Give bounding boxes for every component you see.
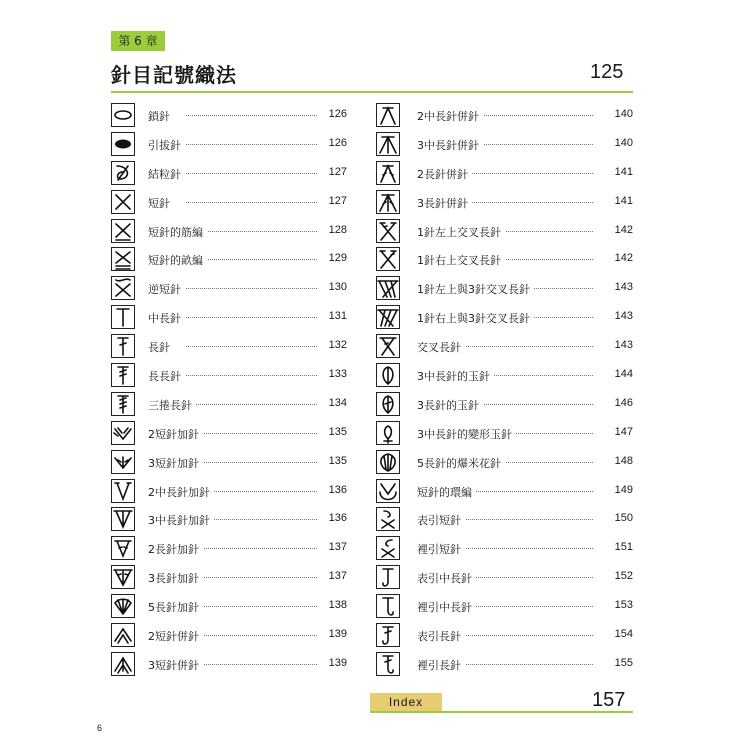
- stitch-name: 1針右上交叉長針: [417, 252, 505, 268]
- page-title: 針目記號織法: [111, 63, 237, 87]
- toc-entry[interactable]: [376, 159, 633, 188]
- hdc-3-bobble-icon: [376, 363, 400, 387]
- dot-leader: [186, 115, 317, 116]
- toc-entry[interactable]: [376, 130, 633, 159]
- entry-page-number: 131: [325, 310, 347, 322]
- left-column: [111, 101, 347, 679]
- stitch-name: 表引短針: [417, 512, 465, 528]
- dc-3-decrease-icon: [376, 190, 400, 214]
- toc-entry[interactable]: [111, 217, 347, 246]
- stitch-name: 2短針加針: [148, 426, 203, 442]
- entry-page-number: 155: [611, 657, 633, 669]
- hdc-2-decrease-icon: [376, 103, 400, 127]
- toc-entry[interactable]: [376, 650, 633, 679]
- toc-entry[interactable]: [376, 188, 633, 217]
- entry-page-number: 141: [611, 195, 633, 207]
- dot-leader: [186, 548, 317, 549]
- entry-page-number: 154: [611, 628, 633, 640]
- entry-page-number: 148: [611, 455, 633, 467]
- stitch-name: 表引中長針: [417, 570, 476, 586]
- index-tag: Index: [370, 693, 442, 712]
- stitch-name: 3長針的玉針: [417, 397, 483, 413]
- front-post-hdc-icon: [376, 565, 400, 589]
- stitch-name: 3中長針併針: [417, 137, 483, 153]
- toc-entry[interactable]: [111, 563, 347, 592]
- toc-entry[interactable]: [376, 390, 633, 419]
- entry-page-number: 153: [611, 599, 633, 611]
- single-crochet-ridge-icon: [111, 247, 135, 271]
- entry-page-number: 149: [611, 484, 633, 496]
- index-rule: [370, 711, 633, 713]
- cross-1-3-left-icon: [376, 276, 400, 300]
- toc-entry[interactable]: [111, 130, 347, 159]
- dot-leader: [186, 173, 317, 174]
- toc-entry[interactable]: [376, 303, 633, 332]
- stitch-name: 短針的環編: [417, 484, 476, 500]
- entry-page-number: 137: [325, 541, 347, 553]
- half-double-crochet-icon: [111, 305, 135, 329]
- entry-page-number: 142: [611, 224, 633, 236]
- dot-leader: [451, 519, 593, 520]
- front-post-dc-icon: [376, 623, 400, 647]
- dot-leader: [186, 606, 317, 607]
- triple-treble-icon: [111, 392, 135, 416]
- stitch-name: 1針左上與3針交叉長針: [417, 281, 534, 297]
- slip-stitch-icon: [111, 132, 135, 156]
- entry-page-number: 127: [325, 195, 347, 207]
- toc-entry[interactable]: [111, 274, 347, 303]
- entry-page-number: 127: [325, 166, 347, 178]
- bead-stitch-icon: [111, 161, 135, 185]
- stitch-name: 裡引中長針: [417, 599, 476, 615]
- cross-1-3-right-icon: [376, 305, 400, 329]
- single-crochet-back-loop-icon: [111, 219, 135, 243]
- stitch-name: 2長針加針: [148, 541, 203, 557]
- stitch-name: 短針: [148, 195, 174, 211]
- toc-entry[interactable]: [111, 448, 347, 477]
- dc-5-popcorn-icon: [376, 450, 400, 474]
- section-page-number: 125: [590, 61, 624, 83]
- toc-entry[interactable]: [111, 650, 347, 679]
- stitch-name: 5長針的爆米花針: [417, 455, 505, 471]
- entry-page-number: 130: [325, 281, 347, 293]
- stitch-name: 1針右上與3針交叉長針: [417, 310, 534, 326]
- toc-entry[interactable]: [111, 534, 347, 563]
- dc-3-increase-icon: [111, 565, 135, 589]
- toc-entry[interactable]: [111, 390, 347, 419]
- entry-page-number: 143: [611, 310, 633, 322]
- stitch-name: 引拔針: [148, 137, 185, 153]
- entry-page-number: 135: [325, 455, 347, 467]
- stitch-name: 短針的畝編: [148, 252, 207, 268]
- entry-page-number: 138: [325, 599, 347, 611]
- entry-page-number: 144: [611, 368, 633, 380]
- toc-entry[interactable]: [111, 188, 347, 217]
- stitch-name: 表引長針: [417, 628, 465, 644]
- stitch-name: 3短針加針: [148, 455, 203, 471]
- entry-page-number: 151: [611, 541, 633, 553]
- entry-page-number: 135: [325, 426, 347, 438]
- stitch-name: 長長針: [148, 368, 185, 384]
- entry-page-number: 150: [611, 512, 633, 524]
- dot-leader: [186, 202, 317, 203]
- sc-2-increase-icon: [111, 421, 135, 445]
- toc-entry[interactable]: [376, 621, 633, 650]
- dot-leader: [186, 664, 317, 665]
- stitch-name: 5長針加針: [148, 599, 203, 615]
- sc-ring-icon: [376, 479, 400, 503]
- toc-entry[interactable]: [111, 159, 347, 188]
- stitch-name: 2短針併針: [148, 628, 203, 644]
- stitch-name: 逆短針: [148, 281, 185, 297]
- stitch-name: 3長針併針: [417, 195, 472, 211]
- dot-leader: [451, 346, 593, 347]
- dc-2-increase-icon: [111, 536, 135, 560]
- entry-page-number: 140: [611, 108, 633, 120]
- toc-entry[interactable]: [376, 332, 633, 361]
- toc-entry[interactable]: [111, 332, 347, 361]
- folio: 6: [97, 723, 103, 733]
- dot-leader: [186, 577, 317, 578]
- entry-page-number: 142: [611, 252, 633, 264]
- entry-page-number: 128: [325, 224, 347, 236]
- hdc-3-puff-icon: [376, 421, 400, 445]
- toc-entry[interactable]: [111, 592, 347, 621]
- entry-page-number: 133: [325, 368, 347, 380]
- toc-entry[interactable]: [376, 274, 633, 303]
- stitch-name: 交叉長針: [417, 339, 465, 355]
- toc-entry[interactable]: [376, 477, 633, 506]
- cross-dc-icon: [376, 334, 400, 358]
- right-column: [376, 101, 633, 679]
- stitch-name: 中長針: [148, 310, 185, 326]
- entry-page-number: 143: [611, 281, 633, 293]
- toc-entry[interactable]: [111, 419, 347, 448]
- dot-leader: [451, 173, 593, 174]
- toc-entry[interactable]: [376, 101, 633, 130]
- title-rule: [111, 91, 633, 93]
- hdc-3-increase-icon: [111, 507, 135, 531]
- dot-leader: [451, 202, 593, 203]
- entry-page-number: 136: [325, 512, 347, 524]
- toc-entry[interactable]: [376, 534, 633, 563]
- index-page-number: 157: [592, 689, 626, 711]
- stitch-name: 2中長針加針: [148, 484, 214, 500]
- dc-3-bobble-icon: [376, 392, 400, 416]
- dot-leader: [186, 404, 317, 405]
- stitch-name: 裡引短針: [417, 541, 465, 557]
- hdc-3-decrease-icon: [376, 132, 400, 156]
- toc-entry[interactable]: [111, 245, 347, 274]
- stitch-name: 長針: [148, 339, 174, 355]
- hdc-2-increase-icon: [111, 479, 135, 503]
- entry-page-number: 134: [325, 397, 347, 409]
- stitch-name: 3短針併針: [148, 657, 203, 673]
- toc-entry[interactable]: [111, 101, 347, 130]
- entry-page-number: 143: [611, 339, 633, 351]
- entry-page-number: 146: [611, 397, 633, 409]
- entry-page-number: 140: [611, 137, 633, 149]
- dot-leader: [186, 375, 317, 376]
- stitch-name: 3中長針的變形玉針: [417, 426, 516, 442]
- stitch-name: 3長針加針: [148, 570, 203, 586]
- cross-right-icon: [376, 247, 400, 271]
- front-post-sc-icon: [376, 507, 400, 531]
- stitch-name: 三捲長針: [148, 397, 196, 413]
- dc-2-decrease-icon: [376, 161, 400, 185]
- entry-page-number: 147: [611, 426, 633, 438]
- entry-page-number: 132: [325, 339, 347, 351]
- reverse-single-crochet-icon: [111, 276, 135, 300]
- entry-page-number: 126: [325, 108, 347, 120]
- entry-page-number: 139: [325, 657, 347, 669]
- stitch-name: 2中長針併針: [417, 108, 483, 124]
- toc-entry[interactable]: [376, 505, 633, 534]
- dot-leader: [186, 635, 317, 636]
- dot-leader: [451, 548, 593, 549]
- toc-entry[interactable]: [376, 419, 633, 448]
- stitch-name: 鎖針: [148, 108, 174, 124]
- stitch-name: 3中長針的玉針: [417, 368, 494, 384]
- stitch-name: 結粒針: [148, 166, 185, 182]
- entry-page-number: 137: [325, 570, 347, 582]
- sc-3-decrease-icon: [111, 652, 135, 676]
- dot-leader: [186, 433, 317, 434]
- chain-stitch-icon: [111, 103, 135, 127]
- single-crochet-icon: [111, 190, 135, 214]
- entry-page-number: 136: [325, 484, 347, 496]
- dot-leader: [186, 317, 317, 318]
- dot-leader: [186, 144, 317, 145]
- toc-entry[interactable]: [376, 592, 633, 621]
- dot-leader: [186, 462, 317, 463]
- sc-3-increase-icon: [111, 450, 135, 474]
- toc-entry[interactable]: [376, 361, 633, 390]
- dot-leader: [451, 635, 593, 636]
- dot-leader: [451, 664, 593, 665]
- stitch-name: 1針左上交叉長針: [417, 224, 505, 240]
- toc-entry[interactable]: [111, 361, 347, 390]
- back-post-dc-icon: [376, 652, 400, 676]
- toc-entry[interactable]: [376, 217, 633, 246]
- stitch-name: 2長針併針: [417, 166, 472, 182]
- toc-entry[interactable]: [111, 303, 347, 332]
- entry-page-number: 141: [611, 166, 633, 178]
- entry-page-number: 139: [325, 628, 347, 640]
- double-crochet-icon: [111, 334, 135, 358]
- chapter-tag: 第 6 章: [111, 31, 165, 51]
- dc-5-increase-icon: [111, 594, 135, 618]
- cross-left-icon: [376, 219, 400, 243]
- toc-entry[interactable]: [111, 621, 347, 650]
- stitch-name: 裡引長針: [417, 657, 465, 673]
- dot-leader: [186, 288, 317, 289]
- back-post-sc-icon: [376, 536, 400, 560]
- toc-entry[interactable]: [376, 563, 633, 592]
- sc-2-decrease-icon: [111, 623, 135, 647]
- toc-entry[interactable]: [376, 448, 633, 477]
- dot-leader: [186, 346, 317, 347]
- entry-page-number: 152: [611, 570, 633, 582]
- toc-entry[interactable]: [376, 245, 633, 274]
- entry-page-number: 129: [325, 252, 347, 264]
- toc-entry[interactable]: [111, 505, 347, 534]
- stitch-name: 短針的筋編: [148, 224, 207, 240]
- entry-page-number: 126: [325, 137, 347, 149]
- treble-crochet-icon: [111, 363, 135, 387]
- back-post-hdc-icon: [376, 594, 400, 618]
- toc-entry[interactable]: [111, 477, 347, 506]
- stitch-name: 3中長針加針: [148, 512, 214, 528]
